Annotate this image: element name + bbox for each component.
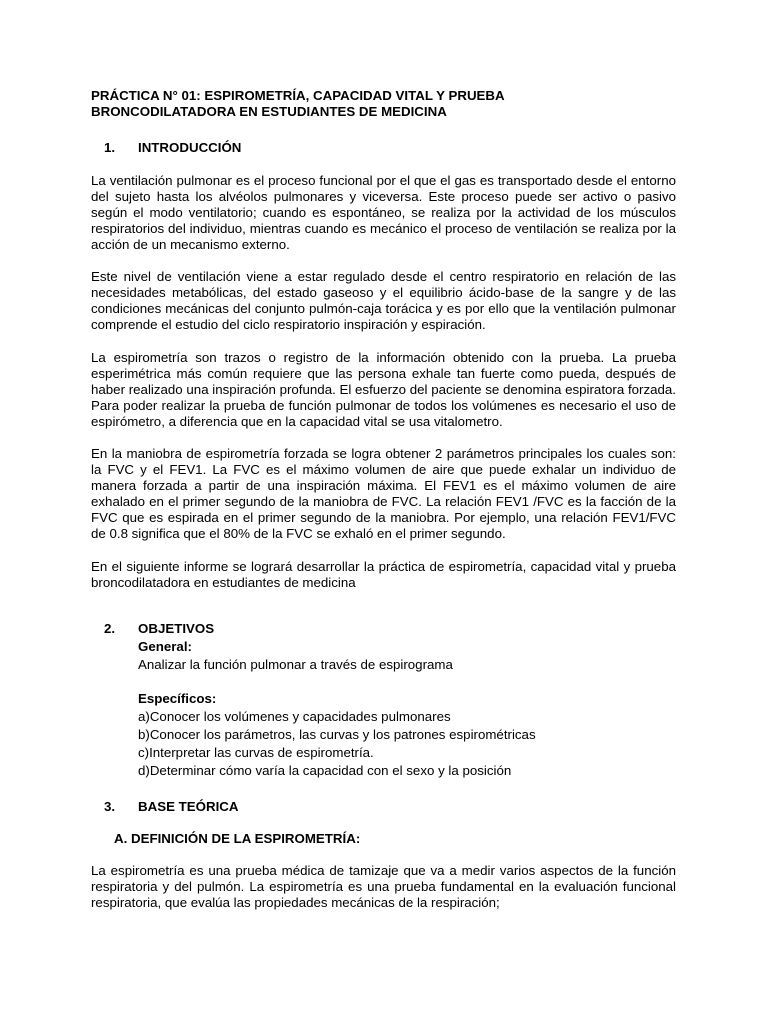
section-number: 3. xyxy=(104,799,116,814)
document-title xyxy=(91,88,676,120)
objetivo-especifico-item: a)Conocer los volúmenes y capacidades pulmonares xyxy=(138,709,451,724)
objetivo-especifico-item: d)Determinar cómo varía la capacidad con el sexo y la posición xyxy=(138,763,512,778)
objetivo-general-text: Analizar la función pulmonar a través de espirograma xyxy=(138,657,453,672)
intro-paragraph-5: En el siguiente informe se logrará desarrollar la práctica de espirometría, capacidad vital y prueba broncodilatadora en estudiantes de medicina xyxy=(91,559,676,590)
title-line-1: PRÁCTICA N° 01: ESPIROMETRÍA, CAPACIDAD VITAL Y PRUEBA xyxy=(91,88,505,103)
objetivo-general-label: General: xyxy=(138,639,192,654)
intro-paragraph-1: La ventilación pulmonar es el proceso funcional por el que el gas es transportado desde el entorno del sujeto hasta los alvéolos pulmonares y viceversa. Este proceso puede ser activo o pasivo según el modo ventilatorio; cuando es espontáneo, se realiza por la actividad de los músculos respiratorios del individuo, mientras cuando es mecánico el proceso de ventilación se realiza por la acción de un mecanismo externo. xyxy=(91,173,676,252)
objetivos-block xyxy=(91,639,676,779)
objetivos-especificos-label: Específicos: xyxy=(138,691,217,706)
section-title: OBJETIVOS xyxy=(138,621,215,636)
title-line-2: BRONCODILATADORA EN ESTUDIANTES DE MEDICINA xyxy=(91,104,447,119)
intro-paragraph-3: La espirometría son trazos o registro de la información obtenido con la prueba. La prueba esperimétrica más común requiere que las persona exhale tan fuerte como pueda, después de haber realizado una inspiración profunda. El esfuerzo del paciente se denomina espiratora forzada. Para poder realizar la prueba de función pulmonar de todos los volúmenes es necesario el uso de espirómetro, a diferencia que en la capacidad vital se usa vitalometro. xyxy=(91,350,676,429)
section-heading-objetivos xyxy=(91,621,676,637)
section-number: 1. xyxy=(104,140,116,155)
intro-paragraph-2: Este nivel de ventilación viene a estar regulado desde el centro respiratorio en relación de las necesidades metabólicas, del estado gaseoso y el equilibrio ácido-base de la sangre y de las condiciones mecánicas del conjunto pulmón-caja torácica y es por ello que la ventilación pulmonar comprende el estudio del ciclo respiratorio inspiración y espiración. xyxy=(91,269,676,332)
section-number: 2. xyxy=(104,621,116,636)
intro-paragraph-4: En la maniobra de espirometría forzada se logra obtener 2 parámetros principales los cuales son: la FVC y el FEV1. La FVC es el máximo volumen de aire que puede exhalar un individuo de manera forzada a partir de una inspiración máxima. El FEV1 es el máximo volumen de aire exhalado en el primer segundo de la maniobra de FVC. La relación FEV1 /FVC es la facción de la FVC que es espirada en el primer segundo de la maniobra. Por ejemplo, una relación FEV1/FVC de 0.8 significa que el 80% de la FVC se exhaló en el primer segundo. xyxy=(91,446,676,541)
section-title: BASE TEÓRICA xyxy=(138,799,239,814)
section-heading-base-teorica xyxy=(91,799,676,815)
base-paragraph-1: La espirometría es una prueba médica de tamizaje que va a medir varios aspectos de la función respiratoria y del pulmón. La espirometría es una prueba fundamental en la evaluación funcional respiratoria, que evalúa las propiedades mecánicas de la respiración; xyxy=(91,863,676,910)
objetivo-especifico-item: b)Conocer los parámetros, las curvas y los patrones espirométricas xyxy=(138,727,536,742)
subsection-heading-definicion: A. DEFINICIÓN DE LA ESPIROMETRÍA: xyxy=(114,831,361,846)
section-heading-introduccion xyxy=(91,140,676,156)
section-title: INTRODUCCIÓN xyxy=(138,140,242,155)
objetivo-especifico-item: c)Interpretar las curvas de espirometría. xyxy=(138,745,374,760)
